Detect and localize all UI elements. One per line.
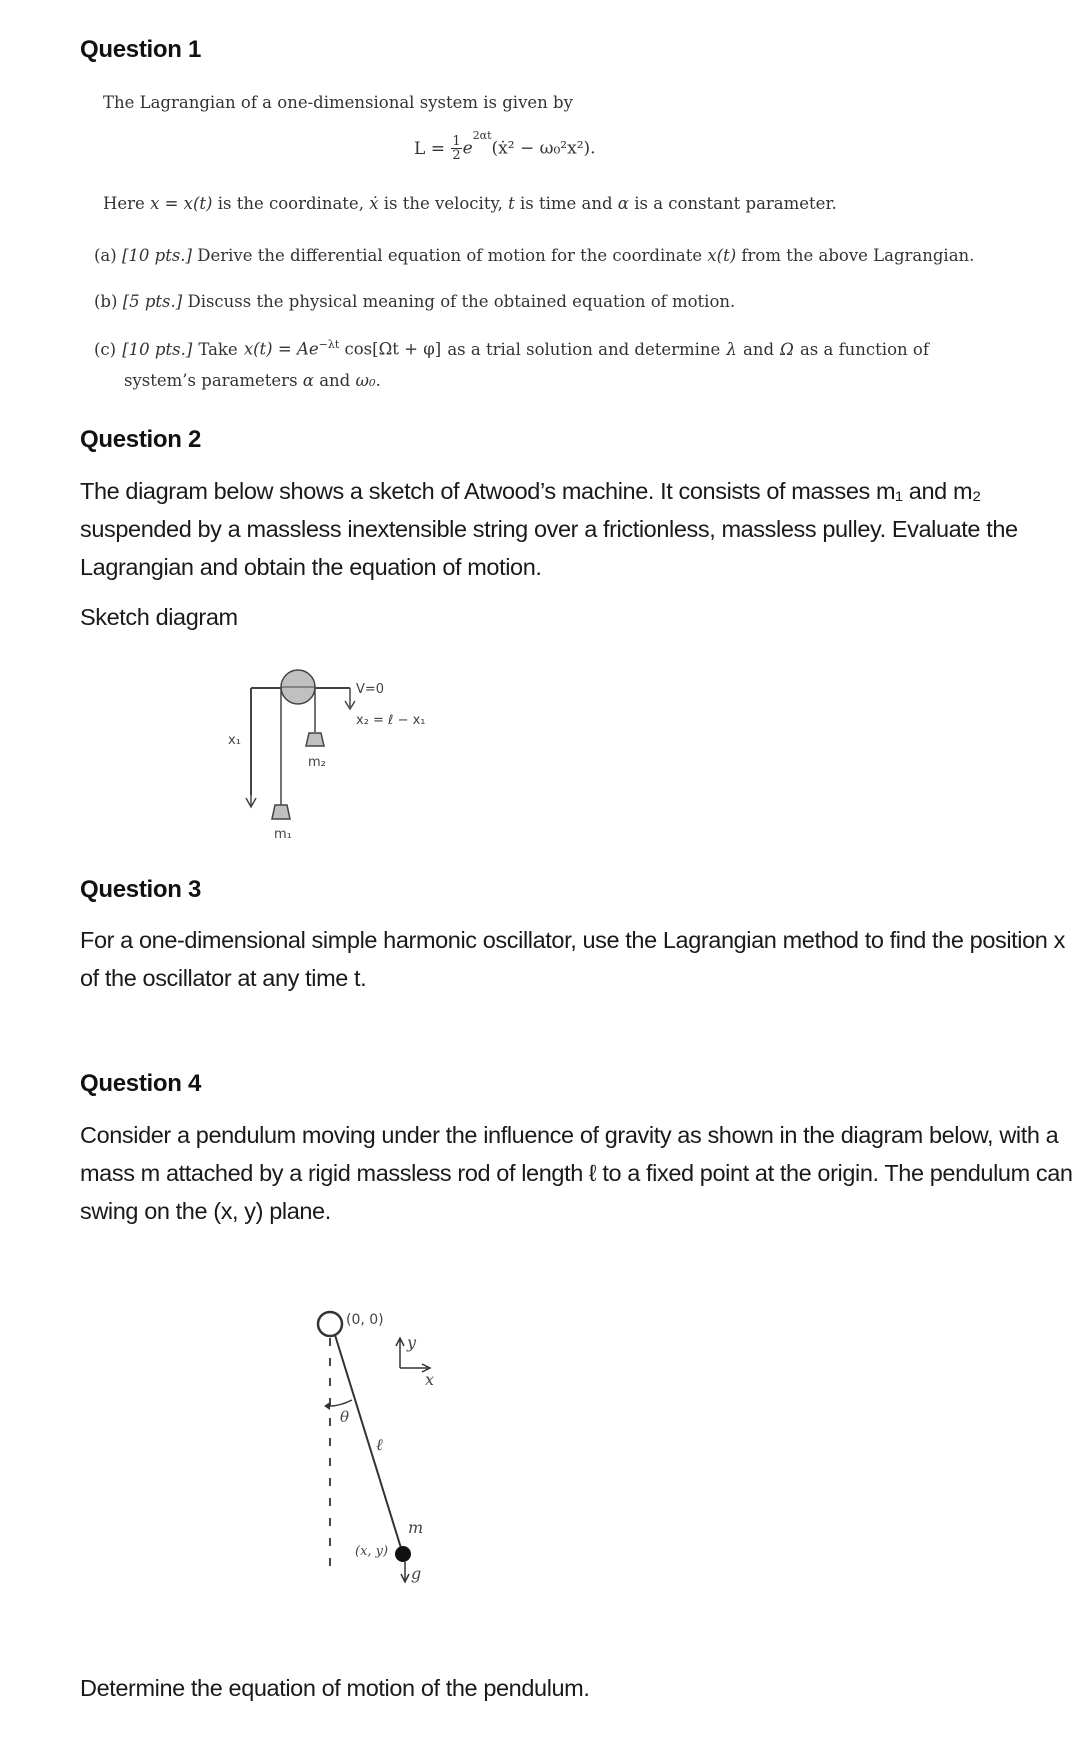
gravity-label: g xyxy=(411,1564,422,1583)
q1-trial-solution: $x(t) = Ae^{-\lambda t}$ cos[Ωt + φ] xyxy=(243,338,442,359)
mass-m1-icon xyxy=(272,805,290,819)
q4-closing: Determine the equation of motion of the pendulum. xyxy=(80,1675,590,1701)
eq-exponent: 2αt xyxy=(472,129,492,142)
q1-part-c-line2: system’s parameters α and ω₀. xyxy=(124,371,381,390)
q2-paragraph: The diagram below shows a sketch of Atwood’s machine. It consists of masses m₁ and m₂ suspended by a massless inextensible string over a frictionless, massless pulley. Evaluate the Lagrangian and obtain the equation of motion. xyxy=(80,478,1018,580)
question-3-heading: Question 3 xyxy=(80,876,202,903)
q4-paragraph: Consider a pendulum moving under the influence of gravity as shown in the diagram below, with a mass m attached by a rigid massless rod of length ℓ to a fixed point at the origin. The pendulum can swing on the (x, y) plane. xyxy=(80,1122,1073,1224)
q1-part-a: (a) [10 pts.] Derive the differential equation of motion for the coordinate x(t) from the above Lagrangian. xyxy=(94,246,975,265)
question-1-heading: Question 1 xyxy=(80,36,202,63)
theta-arc xyxy=(330,1400,352,1406)
atwood-machine-diagram xyxy=(210,650,440,850)
y-axis-label: y xyxy=(407,1333,417,1352)
pendulum-bob-icon xyxy=(395,1546,411,1562)
origin-label: (0, 0) xyxy=(346,1312,384,1328)
pivot-icon xyxy=(318,1312,342,1336)
x2-label: x₂ = ℓ − x₁ xyxy=(356,713,426,728)
q1-intro: The Lagrangian of a one-dimensional system is given by xyxy=(103,93,573,112)
rod-length-label: ℓ xyxy=(376,1435,383,1454)
mass-m2-icon xyxy=(306,733,324,746)
m2-label: m₂ xyxy=(308,755,326,770)
question-2-heading: Question 2 xyxy=(80,426,202,453)
pendulum-diagram xyxy=(300,1300,500,1590)
q1-lagrangian-equation xyxy=(414,129,596,162)
theta-arrow-icon xyxy=(324,1402,330,1410)
q1-part-c-line1: (c) [10 pts.] Take $x(t) = Ae^{-\lambda t}$ cos[Ωt + φ] as a trial solution and determine λ and Ω as a function of xyxy=(94,338,929,359)
x-axis-label: x xyxy=(425,1370,435,1389)
q1-description: Here x = x(t) is the coordinate, ẋ is the velocity, t is time and α is a constant parameter. xyxy=(103,194,837,213)
eq-e: e xyxy=(462,138,473,159)
q3-paragraph: For a one-dimensional simple harmonic oscillator, use the Lagrangian method to find the position x of the oscillator at any time t. xyxy=(80,927,1065,991)
q1-part-b: (b) [5 pts.] Discuss the physical meaning of the obtained equation of motion. xyxy=(94,292,736,311)
q2-sketch-label: Sketch diagram xyxy=(80,604,238,630)
m1-label: m₁ xyxy=(274,827,292,842)
pendulum-rod xyxy=(335,1335,401,1548)
bob-position-label: (x, y) xyxy=(355,1544,389,1559)
x1-label: x₁ xyxy=(228,733,241,748)
question-4-heading: Question 4 xyxy=(80,1070,202,1097)
eq-lhs: L = xyxy=(414,138,445,159)
eq-fraction: $\frac{1}{2}$ xyxy=(452,134,461,163)
theta-label: θ xyxy=(340,1408,350,1426)
v-zero-label: V=0 xyxy=(356,682,385,697)
mass-label: m xyxy=(408,1518,424,1537)
eq-paren: (ẋ² − ω₀²x²). xyxy=(491,138,596,159)
